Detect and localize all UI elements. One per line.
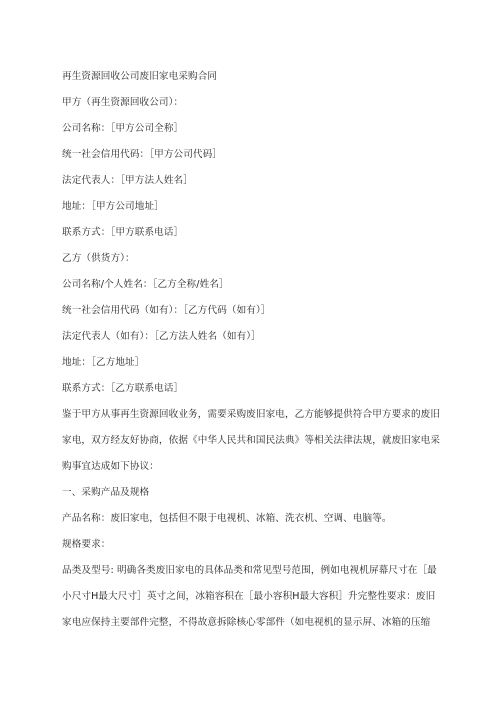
party-a-company-name: 公司名称：［甲方公司全称］: [62, 123, 184, 134]
party-a-address: 地址：［甲方公司地址］: [62, 201, 164, 212]
party-b-contact: 联系方式：［乙方联系电话］: [62, 383, 184, 394]
party-b-legal-rep: 法定代表人（如有）：［乙方法人姓名（如有）］: [62, 331, 261, 342]
party-b-credit-code: 统一社会信用代码（如有）：［乙方代码（如有）］: [62, 305, 271, 316]
party-b-header: 乙方（供货方）：: [62, 253, 135, 264]
section-1-heading: 一、采购产品及规格: [62, 487, 150, 498]
party-a-contact: 联系方式：［甲方联系电话］: [62, 227, 184, 238]
preamble-paragraph: 鉴于甲方从事再生资源回收业务，需要采购废旧家电，乙方能够提供符合甲方要求的废旧家电，双方经友好协商，依据《中华人民共和国民法典》等相关法律法规，就废旧家电采购事宜达成如下协议：: [62, 409, 441, 472]
spec-detail-paragraph: 品类及型号: 明确各类废旧家电的具体品类和常见型号范围，例如电视机屏幕尺寸在［最小尺寸H最大尺寸］英寸之间，冰箱容积在［最小容积H最大容积］升完整性要求：废旧家电应保持主要部件完整，不得故意拆除核心零部件（如电视机的显示屏、冰箱的压缩: [62, 565, 437, 628]
party-a-credit-code: 统一社会信用代码：［甲方公司代码］: [62, 149, 222, 160]
spec-heading: 规格要求：: [62, 539, 111, 550]
product-name-line: 产品名称：废旧家电，包括但不限于电视机、冰箱、洗衣机、空调、电脑等。: [62, 513, 392, 524]
party-b-address: 地址：［乙方地址］: [62, 357, 145, 368]
document-body: [62, 64, 442, 636]
document-title: 再生资源回收公司废旧家电采购合同: [62, 71, 218, 82]
party-a-legal-rep: 法定代表人：［甲方法人姓名］: [62, 175, 193, 186]
party-b-company-name: 公司名称/个人姓名：［乙方全称/姓名］: [62, 279, 229, 290]
party-a-header: 甲方（再生资源回收公司）：: [62, 97, 184, 108]
